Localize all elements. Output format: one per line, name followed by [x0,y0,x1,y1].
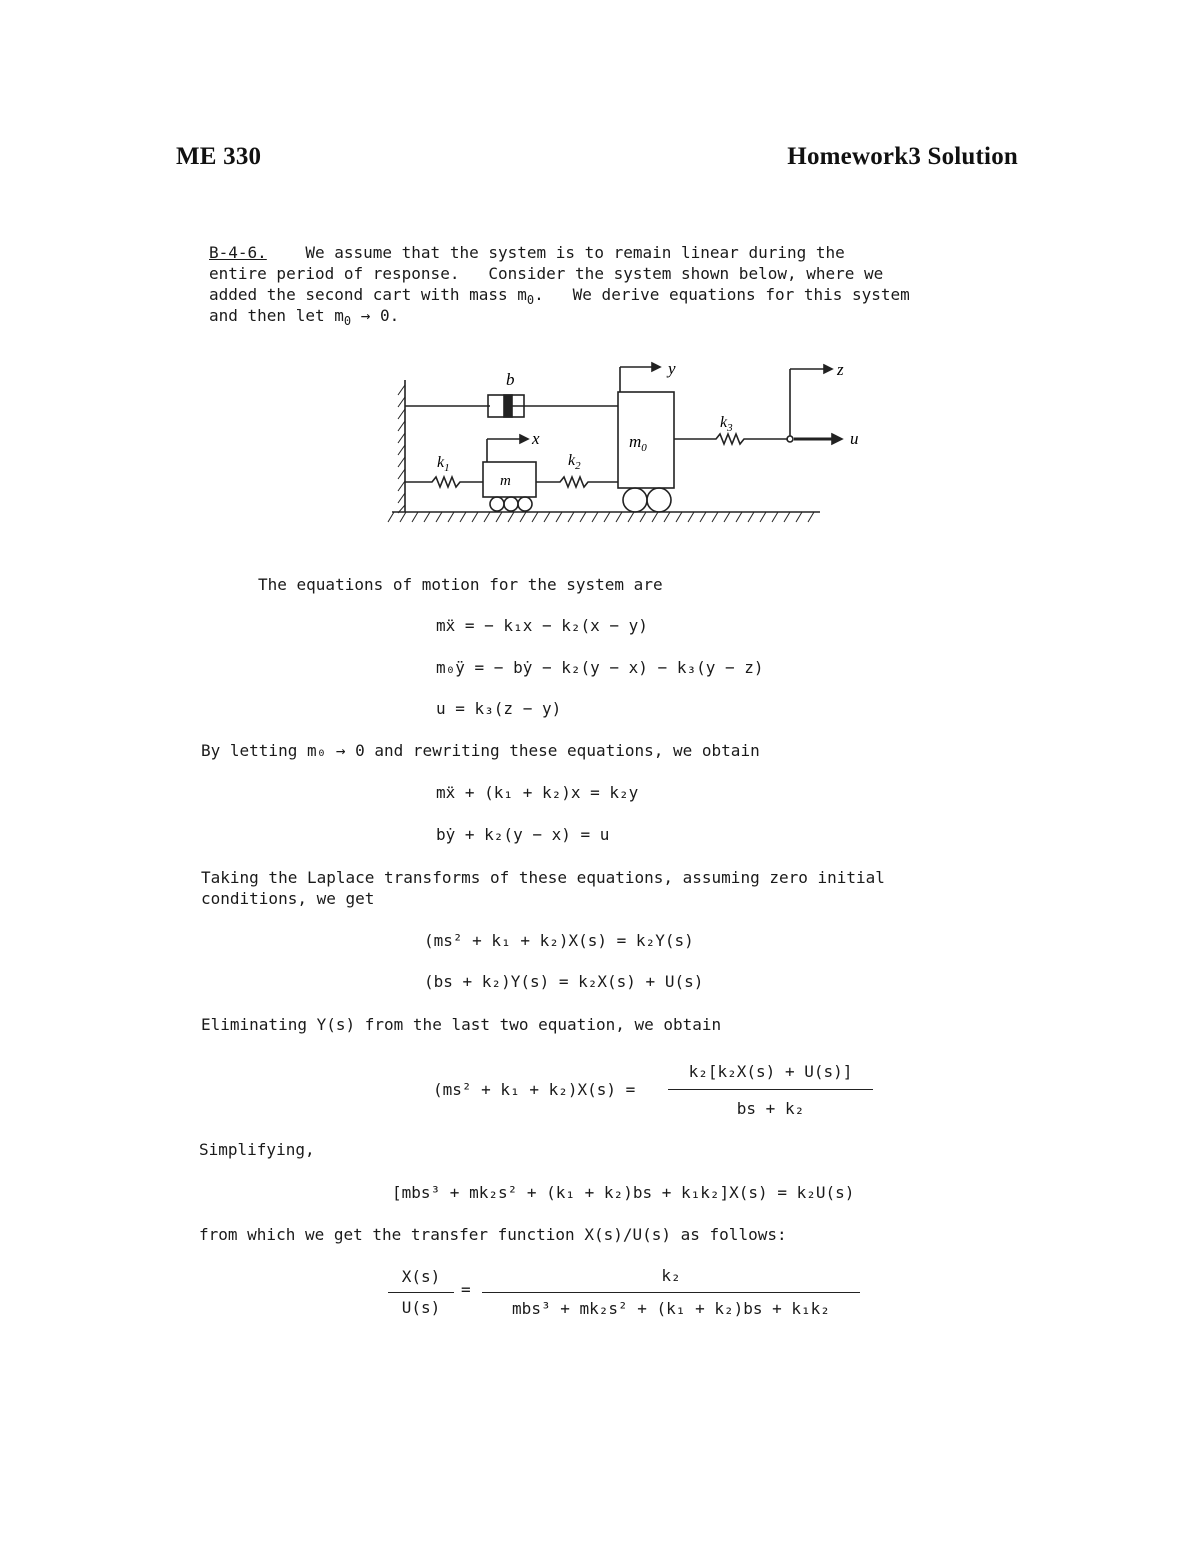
laplace-line-2: conditions, we get [201,889,375,908]
label-k2: $k_2$ [568,452,581,472]
intro-text-3a: added the second cart with mass m [209,285,527,304]
simplifying-eq: [mbs³ + mk₂s² + (k₁ + k₂)bs + k₁k₂]X(s) = k₂U(s) [392,1183,855,1202]
simplifying-text: Simplifying, [199,1140,315,1159]
eliminating-lhs: (ms² + k₁ + k₂)X(s) = [433,1080,636,1099]
eliminating-numerator: k₂[k₂X(s) + U(s)] [688,1062,853,1081]
label-x: x [532,429,540,448]
label-b: b [506,370,515,389]
intro-text-3b: . We derive equations for this system [534,285,910,304]
wall-hatching [398,385,405,513]
transfer-lhs-fraction-bar [388,1292,454,1293]
transfer-rhs-fraction-bar [482,1292,860,1293]
document-title: Homework3 Solution [787,143,1018,170]
damper-b [405,395,618,417]
course-code: ME 330 [176,143,262,170]
m0-subscript: 0 [526,293,535,308]
label-z: z [837,360,844,379]
letting-eq-1: mẍ + (k₁ + k₂)x = k₂y [436,783,639,802]
laplace-eq-1: (ms² + k₁ + k₂)X(s) = k₂Y(s) [424,931,694,950]
spring-k2 [536,477,618,487]
intro-line-4 [209,306,399,328]
intro-text-1: We assume that the system is to remain linear during the [305,243,845,262]
label-k1: $k_1$ [437,454,450,474]
intro-line-1 [209,243,845,262]
label-m0: $m_0$ [629,432,647,454]
m0-subscript-2: 0 [343,314,352,329]
motion-eq-1: mẍ = − k₁x − k₂(x − y) [436,616,648,635]
z-arrow [787,365,832,442]
motion-intro: The equations of motion for the system are [258,575,663,594]
spring-k1 [405,477,483,487]
ground-hatching [388,512,814,522]
label-u: u [850,429,859,448]
intro-line-2: entire period of response. Consider the system shown below, where we [209,264,884,283]
letting-text: By letting m₀ → 0 and rewriting these equations, we obtain [201,741,760,760]
mechanical-system-diagram [380,355,859,530]
laplace-line-1: Taking the Laplace transforms of these equations, assuming zero initial [201,868,885,887]
laplace-eq-2: (bs + k₂)Y(s) = k₂X(s) + U(s) [424,972,704,991]
label-k3: $k_3$ [720,414,733,434]
transfer-lhs-numerator: X(s) [401,1267,441,1286]
eliminating-denominator: bs + k₂ [736,1099,805,1118]
problem-id: B-4-6. [209,243,267,262]
transfer-text: from which we get the transfer function X(s)/U(s) as follows: [199,1225,787,1244]
y-arrow [620,363,660,392]
label-m: m [500,473,511,489]
label-y: y [668,359,676,378]
transfer-lhs-denominator: U(s) [401,1298,441,1317]
transfer-equals: = [461,1280,471,1299]
transfer-rhs-numerator: k₂ [661,1266,681,1285]
eliminating-fraction-bar [668,1089,873,1090]
letting-eq-2: bẏ + k₂(y − x) = u [436,825,610,844]
u-force-arrow [794,434,842,444]
eliminating-text: Eliminating Y(s) from the last two equation, we obtain [201,1015,722,1034]
transfer-rhs-denominator: mbs³ + mk₂s² + (k₁ + k₂)bs + k₁k₂ [512,1299,830,1318]
intro-text-4b: → 0. [351,306,400,325]
motion-eq-3: u = k₃(z − y) [436,699,562,718]
spring-k3 [674,434,788,444]
intro-text-4a: and then let m [209,306,344,325]
intro-line-3 [209,285,910,307]
motion-eq-2: m₀ÿ = − bẏ − k₂(y − x) − k₃(y − z) [436,658,764,677]
x-arrow [487,435,528,462]
